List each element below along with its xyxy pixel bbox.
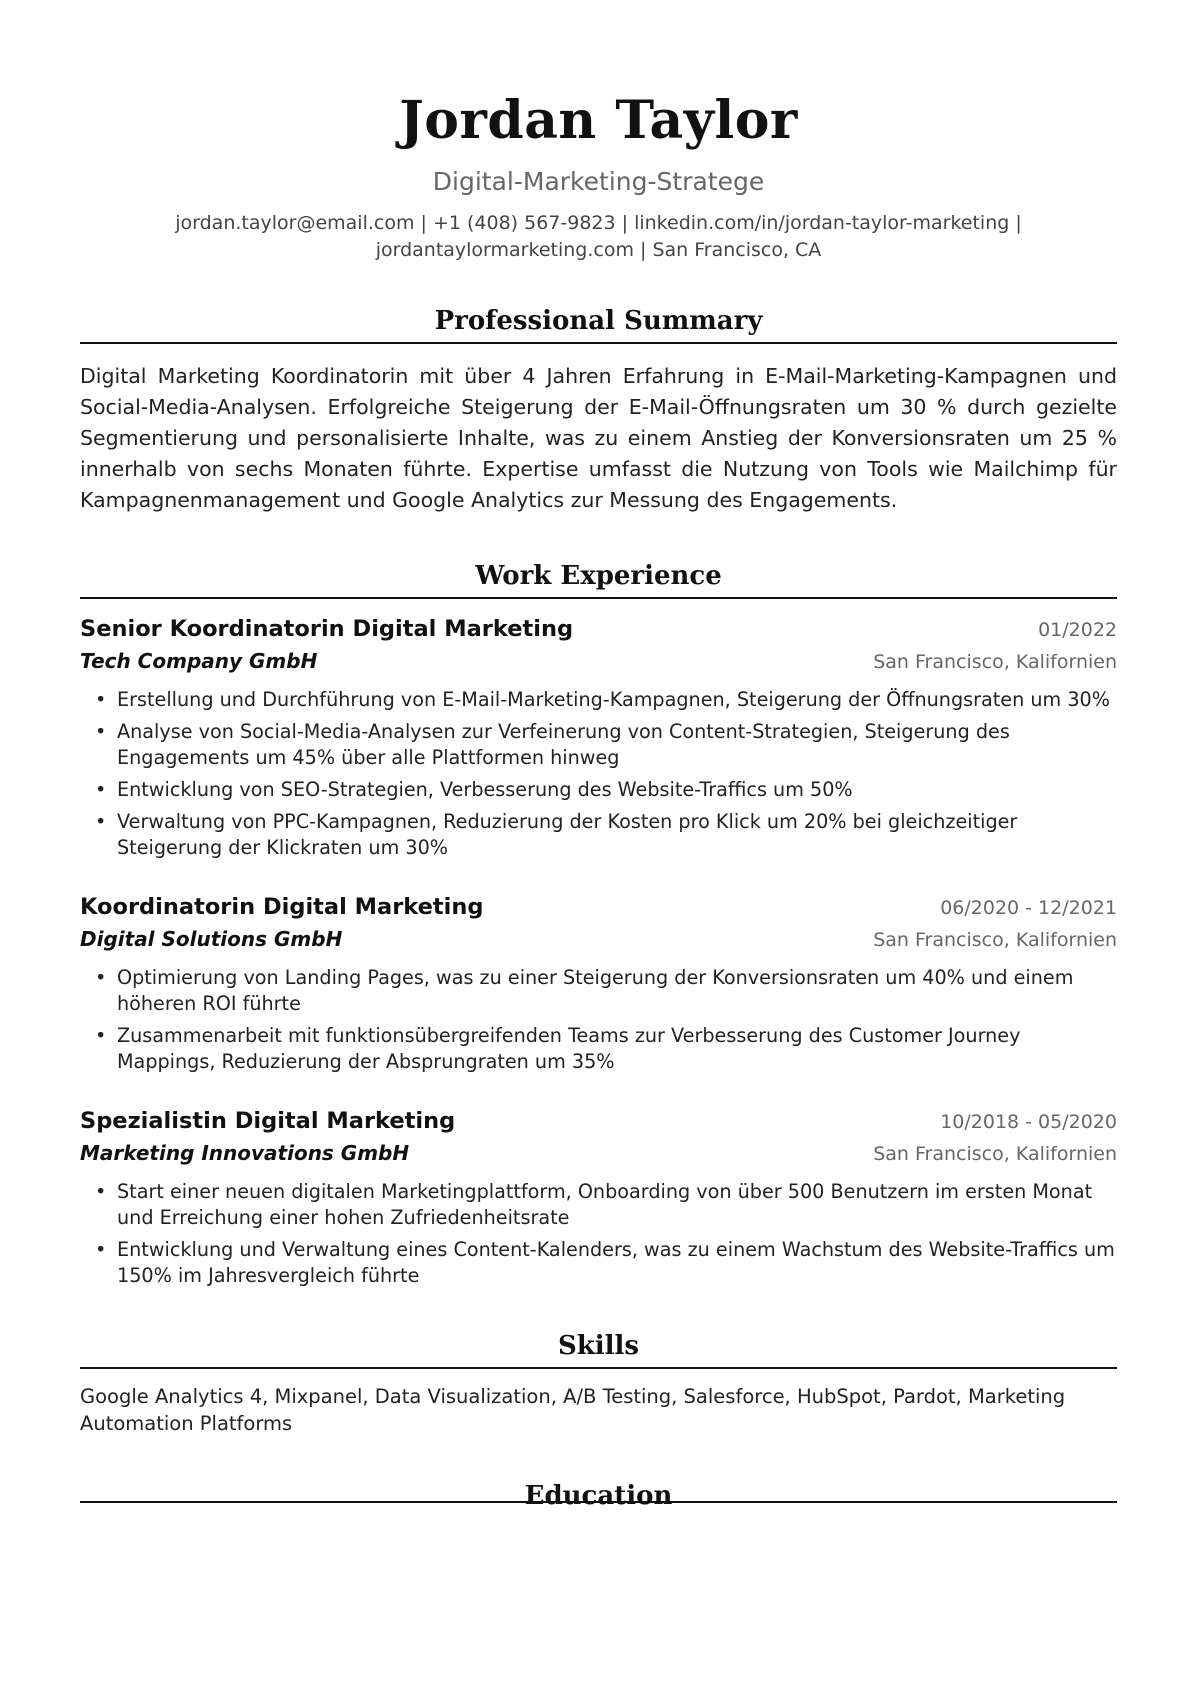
experience-section: [80, 559, 1117, 1289]
job-entry: [80, 1105, 1117, 1289]
job-date: 10/2018 - 05/2020: [940, 1111, 1117, 1133]
contact-line-1: jordan.taylor@email.com | +1 (408) 567-9823 | linkedin.com/in/jordan-taylor-marketing |: [175, 212, 1022, 234]
skills-divider: [80, 1367, 1117, 1369]
bullet-dot: •: [95, 1180, 107, 1203]
bullet-dot: •: [95, 966, 107, 989]
bullet-item: [80, 777, 1117, 803]
job-bullets: [80, 965, 1117, 1075]
job-subheader: [80, 645, 1117, 677]
summary-text: Digital Marketing Koordinatorin mit über 4 Jahren Erfahrung in E-Mail-Marketing-Kampagnen und Social-Media-Analysen. Erfolgreiche Steigerung der E-Mail-Öffnungsraten um 30 % durch gezielte Segmentierung und personalisierte Inhalte, was zu einem Anstieg der Konversionsraten um 25 % innerhalb von sechs Monaten führte. Expertise umfasst die Nutzung von Tools wie Mailchimp für Kampagnenmanagement und Google Analytics zur Messung des Engagements.: [80, 364, 1117, 512]
bullet-text: Erstellung und Durchführung von E-Mail-Marketing-Kampagnen, Steigerung der Öffnungsraten um 30%: [117, 688, 1110, 711]
job-header: [80, 613, 1117, 645]
bullet-item: [80, 719, 1117, 771]
job-company: Digital Solutions GmbH: [80, 927, 343, 951]
bullet-dot: •: [95, 778, 107, 801]
bullet-item: [80, 687, 1117, 713]
job-subheader: [80, 1137, 1117, 1169]
job-date: 01/2022: [1038, 619, 1117, 641]
contact-line-2: jordantaylormarketing.com | San Francisco, CA: [375, 239, 822, 261]
job-bullets: [80, 687, 1117, 861]
job-location: San Francisco, Kalifornien: [873, 929, 1117, 951]
bullet-text: Verwaltung von PPC-Kampagnen, Reduzierung der Kosten pro Klick um 20% bei gleichzeitiger Steigerung der Klickraten um 30%: [117, 810, 1018, 859]
bullet-dot: •: [95, 720, 107, 743]
job-location: San Francisco, Kalifornien: [873, 651, 1117, 673]
skills-section: [80, 1329, 1117, 1437]
bullet-text: Optimierung von Landing Pages, was zu einer Steigerung der Konversionsraten um 40% und einem höheren ROI führte: [117, 966, 1074, 1015]
job-subheader: [80, 923, 1117, 955]
job-entry: [80, 891, 1117, 1075]
bullet-dot: •: [95, 1024, 107, 1047]
bullet-item: [80, 965, 1117, 1017]
bullet-text: Entwicklung von SEO-Strategien, Verbesserung des Website-Traffics um 50%: [117, 778, 853, 801]
bullet-item: [80, 809, 1117, 861]
bullet-item: [80, 1237, 1117, 1289]
contact-info: [80, 210, 1117, 264]
resume-page: [80, 0, 1117, 1519]
job-title: Spezialistin Digital Marketing: [80, 1108, 456, 1134]
experience-divider: [80, 597, 1117, 599]
job-title: Senior Koordinatorin Digital Marketing: [80, 616, 574, 642]
job-date: 06/2020 - 12/2021: [940, 897, 1117, 919]
education-section: [80, 1479, 1117, 1519]
bullet-item: [80, 1179, 1117, 1231]
bullet-text: Start einer neuen digitalen Marketingplattform, Onboarding von über 500 Benutzern im ersten Monat und Erreichung einer hohen Zufriedenheitsrate: [117, 1180, 1093, 1229]
skills-heading: Skills: [557, 1331, 640, 1361]
education-heading: Education: [524, 1481, 673, 1511]
job-bullets: [80, 1179, 1117, 1289]
bullet-item: [80, 1023, 1117, 1075]
job-location: San Francisco, Kalifornien: [873, 1143, 1117, 1165]
bullet-text: Entwicklung und Verwaltung eines Content-Kalenders, was zu einem Wachstum des Website-Traffics um 150% im Jahresvergleich führte: [117, 1238, 1115, 1287]
bullet-dot: •: [95, 688, 107, 711]
job-title: Koordinatorin Digital Marketing: [80, 894, 484, 920]
bullet-dot: •: [95, 1238, 107, 1261]
job-company: Marketing Innovations GmbH: [80, 1141, 410, 1165]
candidate-name: Jordan Taylor: [399, 90, 798, 151]
bullet-text: Analyse von Social-Media-Analysen zur Verfeinerung von Content-Strategien, Steigerung des Engagements um 45% über alle Plattformen hinweg: [117, 720, 1010, 769]
experience-heading: Work Experience: [475, 561, 722, 591]
job-header: [80, 1105, 1117, 1137]
summary-heading: Professional Summary: [434, 306, 763, 336]
candidate-title: Digital-Marketing-Stratege: [432, 167, 765, 196]
job-entry: [80, 613, 1117, 861]
skills-text: Google Analytics 4, Mixpanel, Data Visualization, A/B Testing, Salesforce, HubSpot, Pardot, Marketing Automation Platforms: [80, 1385, 1066, 1435]
bullet-text: Zusammenarbeit mit funktionsübergreifenden Teams zur Verbesserung des Customer Journey Mappings, Reduzierung der Absprungraten um 35%: [117, 1024, 1021, 1073]
bullet-dot: •: [95, 810, 107, 833]
job-header: [80, 891, 1117, 923]
summary-section: [80, 304, 1117, 516]
summary-divider: [80, 342, 1117, 344]
job-company: Tech Company GmbH: [80, 649, 318, 673]
